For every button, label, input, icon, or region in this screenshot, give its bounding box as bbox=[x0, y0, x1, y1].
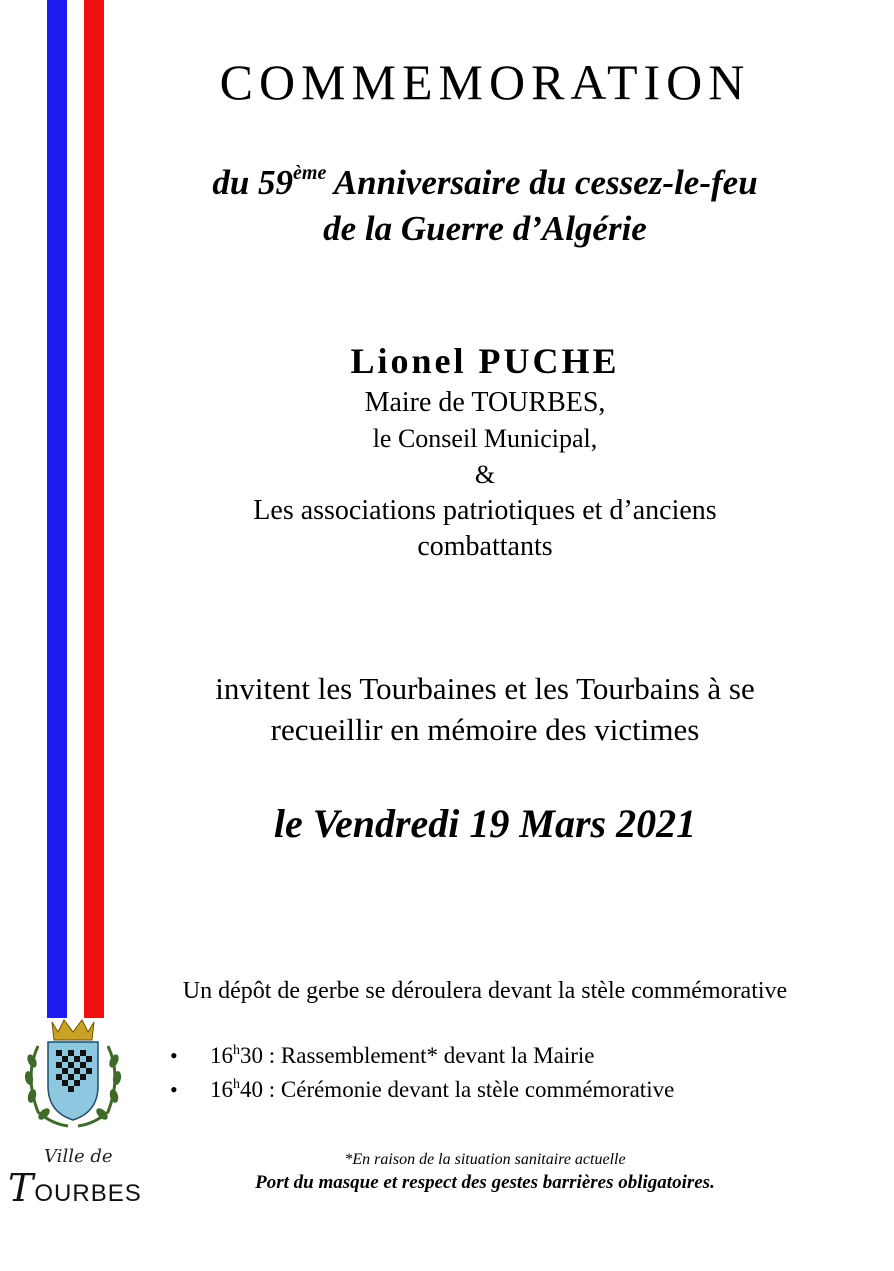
subtitle-superscript: ème bbox=[293, 162, 327, 184]
host-associations-2: combattants bbox=[417, 531, 553, 562]
logo-ville-de: Ville de bbox=[44, 1146, 113, 1167]
schedule-text: 40 : Cérémonie devant la stèle commémorative bbox=[240, 1077, 675, 1102]
subtitle-line-1 bbox=[110, 160, 860, 206]
schedule-item bbox=[170, 1073, 674, 1107]
sanitary-rule: Port du masque et respect des gestes barrières obligatoires. bbox=[255, 1172, 715, 1193]
subtitle-prefix: du 59 bbox=[212, 163, 294, 202]
schedule-text: 30 : Rassemblement* devant la Mairie bbox=[240, 1043, 595, 1068]
tricolor-ribbon-red bbox=[84, 0, 104, 1018]
host-council: le Conseil Municipal, bbox=[372, 424, 598, 453]
event-date: le Vendredi 19 Mars 2021 bbox=[273, 801, 697, 846]
invitation-line-2: recueillir en mémoire des victimes bbox=[270, 712, 700, 747]
schedule-hour: 16 bbox=[210, 1077, 233, 1102]
host-ampersand: & bbox=[474, 460, 496, 489]
schedule-list bbox=[170, 1039, 674, 1107]
tricolor-ribbon-blue bbox=[47, 0, 67, 1018]
schedule-hour: 16 bbox=[210, 1043, 233, 1068]
anniversary-subtitle bbox=[110, 160, 860, 252]
logo-initial: T bbox=[8, 1166, 35, 1210]
schedule-hour-sup: h bbox=[233, 1077, 240, 1092]
invitation-line-1: invitent les Tourbaines et les Tourbains à se bbox=[215, 671, 755, 706]
page-title: COMMEMORATION bbox=[219, 54, 751, 110]
logo-rest: OURBES bbox=[34, 1180, 142, 1207]
sanitary-footnote: *En raison de la situation sanitaire actuelle bbox=[344, 1151, 626, 1168]
hosts-block bbox=[110, 385, 860, 565]
host-associations-1: Les associations patriotiques et d’anciens bbox=[253, 495, 717, 526]
wreath-announcement: Un dépôt de gerbe se déroulera devant la stèle commémorative bbox=[182, 978, 788, 1004]
host-role: Maire de TOURBES, bbox=[364, 387, 606, 418]
subtitle-line1-rest: Anniversaire du cessez-le-feu bbox=[326, 163, 758, 202]
subtitle-line-2: de la Guerre d’Algérie bbox=[323, 209, 647, 248]
schedule-hour-sup: h bbox=[233, 1043, 240, 1058]
logo-tourbes bbox=[8, 1166, 142, 1210]
invitation-text bbox=[110, 668, 860, 750]
host-name: Lionel PUCHE bbox=[350, 341, 620, 381]
tourbes-coat-of-arms-icon bbox=[20, 1016, 126, 1136]
schedule-item bbox=[170, 1039, 674, 1073]
tricolor-ribbon-white bbox=[67, 0, 84, 1018]
